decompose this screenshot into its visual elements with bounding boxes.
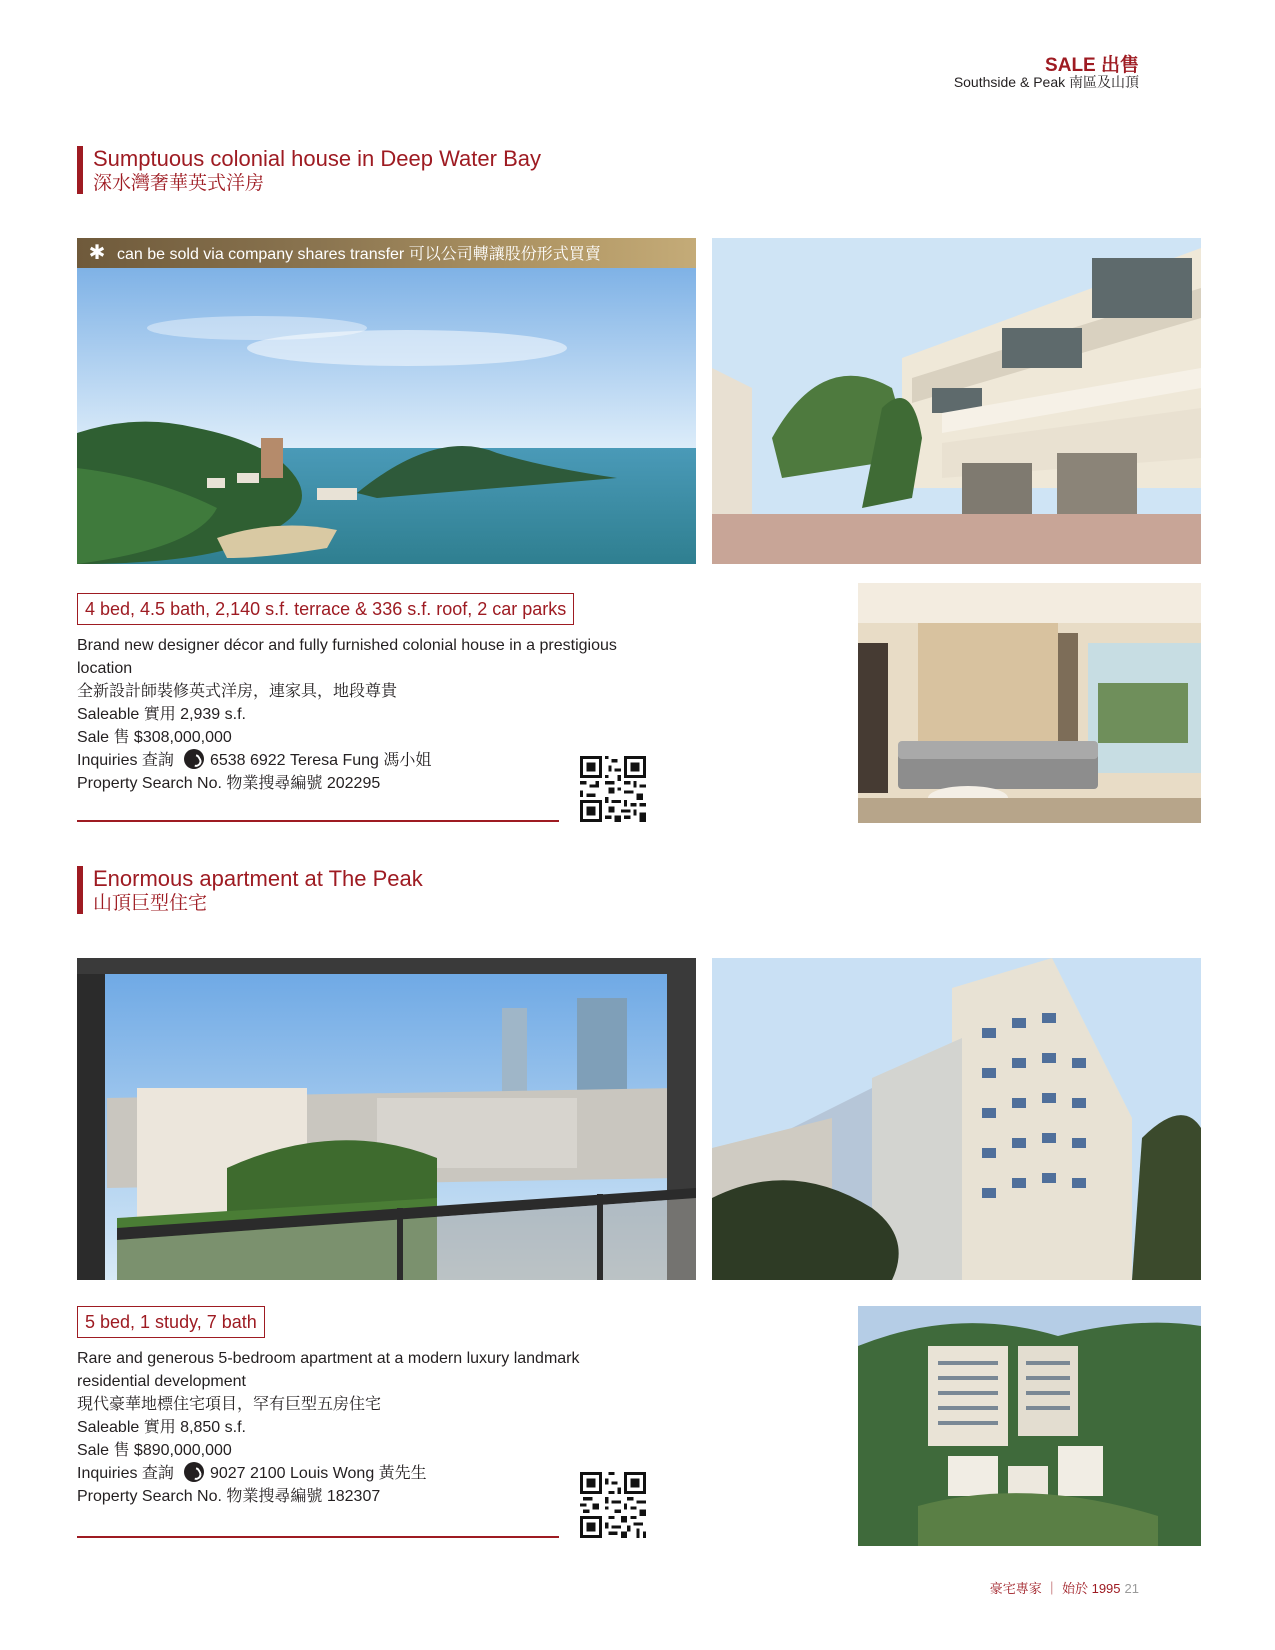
banner-text: can be sold via company shares transfer 可以公司轉讓股份形式買賣 bbox=[117, 246, 601, 263]
inquiries-line bbox=[77, 749, 637, 772]
contact[interactable]: 6538 6922 Teresa Fung 馮小姐 bbox=[209, 752, 432, 769]
title-accent-bar bbox=[77, 866, 83, 914]
whatsapp-icon bbox=[184, 749, 204, 769]
property-search-no: Property Search No. 物業搜尋編號 202295 bbox=[77, 775, 381, 792]
description-zh: 全新設計師裝修英式洋房，連家具，地段尊貴 bbox=[77, 683, 398, 700]
listing-description bbox=[77, 634, 637, 795]
page-footer bbox=[990, 1578, 1139, 1597]
divider-rule bbox=[77, 1536, 559, 1538]
listing-description bbox=[77, 1347, 637, 1508]
whatsapp-icon bbox=[184, 1462, 204, 1482]
spec-box: 4 bed, 4.5 bath, 2,140 s.f. terrace & 336 s.f. roof, 2 car parks bbox=[77, 593, 574, 625]
asterisk-icon: ✱ bbox=[88, 242, 106, 264]
footer-tagline: 豪宅專家 ｜ 始於 1995 bbox=[989, 1581, 1121, 1596]
company-shares-banner bbox=[77, 238, 696, 268]
section-label: SALE 出售 bbox=[1045, 55, 1139, 76]
sale-price: Sale 售 $308,000,000 bbox=[77, 729, 232, 746]
listing-title-zh: 山頂巨型住宅 bbox=[93, 893, 208, 914]
saleable-area: Saleable 實用 2,939 s.f. bbox=[77, 706, 246, 723]
contact[interactable]: 9027 2100 Louis Wong 黃先生 bbox=[209, 1465, 427, 1482]
qr-code-icon[interactable] bbox=[580, 756, 646, 822]
qr-code-icon[interactable] bbox=[580, 1472, 646, 1538]
inquiries-label: Inquiries 查詢 bbox=[77, 1465, 174, 1482]
listing-title-zh: 深水灣奢華英式洋房 bbox=[93, 173, 265, 194]
photo-tower-exterior bbox=[712, 958, 1201, 1280]
photo-balcony-view bbox=[77, 958, 696, 1280]
listing-title-en: Enormous apartment at The Peak bbox=[93, 866, 423, 891]
inquiries-label: Inquiries 查詢 bbox=[77, 752, 174, 769]
description-zh: 現代豪華地標住宅項目，罕有巨型五房住宅 bbox=[77, 1396, 382, 1413]
title-accent-bar bbox=[77, 146, 83, 194]
photo-house-exterior bbox=[712, 238, 1201, 564]
photo-aerial-development bbox=[858, 1306, 1201, 1546]
description-en: Rare and generous 5-bedroom apartment at a modern luxury landmark residential development bbox=[77, 1350, 580, 1390]
divider-rule bbox=[77, 820, 559, 822]
saleable-area: Saleable 實用 8,850 s.f. bbox=[77, 1419, 246, 1436]
sale-price: Sale 售 $890,000,000 bbox=[77, 1442, 232, 1459]
page-number: 21 bbox=[1124, 1581, 1139, 1596]
spec-box: 5 bed, 1 study, 7 bath bbox=[77, 1306, 265, 1338]
description-en: Brand new designer décor and fully furnished colonial house in a prestigious location bbox=[77, 637, 617, 677]
listing-title-en: Sumptuous colonial house in Deep Water Bay bbox=[93, 146, 541, 171]
inquiries-line bbox=[77, 1462, 637, 1485]
region-label: Southside & Peak 南區及山頂 bbox=[953, 74, 1139, 90]
property-search-no: Property Search No. 物業搜尋編號 182307 bbox=[77, 1488, 381, 1505]
photo-living-room bbox=[858, 583, 1201, 823]
photo-bay-view bbox=[77, 268, 696, 564]
